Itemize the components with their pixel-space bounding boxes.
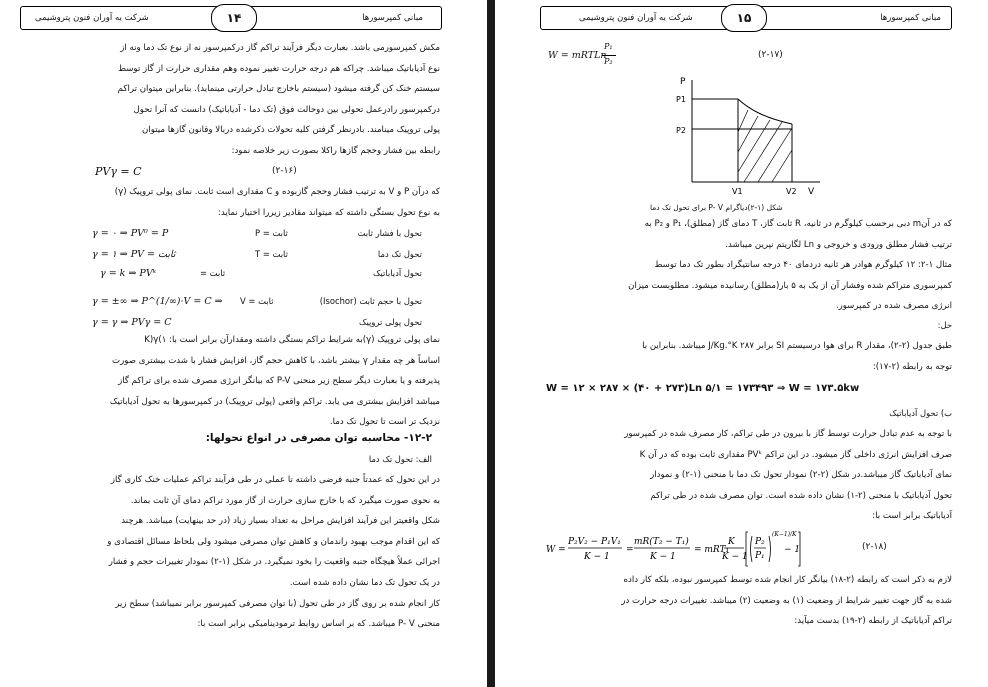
row-mid: ثابت = bbox=[200, 268, 226, 278]
svg-text:− 1: − 1 bbox=[784, 545, 801, 555]
text-line: طبق جدول (۲-۲)، مقدار R برای هوا درسیستم SI برابر ۲۸۷ J/Kg.°K میباشد. بنابراین با bbox=[642, 341, 952, 351]
text-line: صرف افزایش انرژی داخلی گاز میشود. در این تراکم PVᵏ مقداری ثابت بوده که در آن K bbox=[639, 449, 952, 460]
right-page-header bbox=[540, 6, 952, 30]
text-line: اساساً هر چه مقدار γ بیشتر باشد، با کاهش حجم گاز، افزایش فشار با شدت بیشتری صورت bbox=[112, 355, 440, 366]
text-line: با توجه به عدم تبادل حرارت توسط گاز با بیرون در طی تراکم، کار مصرف شده در کمپرسور bbox=[624, 429, 952, 439]
text-line: در یک تحول تک دما نشان داده شده است. bbox=[289, 577, 440, 588]
row-eq: γ = ۰ ⇒ PV⁰ = P bbox=[92, 228, 169, 239]
text-line: که در آنm دبی برحسب کیلوگرم در ثانیه، R ثابت گاز، T دمای گاز (مطلق)، P₁ و P₂ به bbox=[644, 219, 952, 229]
header-publisher: شرکت به آوران فنون پتروشیمی bbox=[35, 13, 149, 23]
equation-17: W = mRTLn bbox=[548, 50, 607, 61]
svg-text:K − 1: K − 1 bbox=[584, 552, 610, 562]
eq17-numerator: P₁ bbox=[604, 42, 613, 51]
text-line: شکل واقعیتر این فرآیند افزایش مراحل به تعداد بسیار زیاد (در حد بینهایت) میباشد. هرچند bbox=[121, 516, 440, 527]
equation-16-number: (۲-۱۶) bbox=[272, 166, 297, 176]
label-v2: V2 bbox=[786, 187, 797, 196]
row-label: تحول با فشار ثابت bbox=[357, 228, 422, 238]
text-line: تحول آدیاباتیک با منحنی (۲-۱) نشان داده شده است. توان مصرف شده در طی تراکم bbox=[650, 490, 952, 501]
right-paragraph-1 bbox=[540, 214, 952, 255]
text-line: درکمپرسور رادرعمل تحولی بین دوحالت فوق (تک دما - آدیاباتیک) دانست که آنرا تحول bbox=[133, 104, 440, 115]
equation-17-number: (۲-۱۷) bbox=[758, 50, 783, 60]
row-eq: γ = γ ⇒ PVγ = C bbox=[92, 317, 172, 328]
svg-text:W =: W = bbox=[546, 545, 566, 555]
right-paragraph-2 bbox=[540, 336, 952, 377]
example-1 bbox=[540, 255, 952, 317]
text-line: مکش کمپرسورمی باشد. بعبارت دیگر فرآیند تراکم گاز درکمپرسور نه از نوع تک دما ونه از bbox=[120, 43, 440, 53]
row-label: تحول تک دما bbox=[377, 249, 422, 259]
text-line: نزدیک تر است تا تحول تک دما. bbox=[329, 417, 440, 428]
book-gutter bbox=[487, 0, 495, 687]
right-paragraph-4 bbox=[540, 570, 952, 632]
svg-text:P₂V₂ − P₁V₁: P₂V₂ − P₁V₁ bbox=[568, 537, 621, 547]
svg-text:= mRT₁: = mRT₁ bbox=[694, 545, 730, 555]
text-line: اجرائی عملاً هیچگاه جنبه واقعیت را بخود نمیگیرد. در شکل (۱-۲) نمودار تغییرات حجم و فشار bbox=[108, 557, 440, 568]
section-heading: ۱۲-۲- محاسبه توان مصرفی در انواع تحولها: bbox=[205, 432, 432, 444]
row-label: تحول پولی تروپیک bbox=[358, 317, 422, 327]
text-line: پذیرفته و یا بعبارت دیگر سطح زیر منحنی P-V که بیانگر انرژی مصرف شده برای تراکم گاز bbox=[118, 376, 440, 387]
eq17-denominator: P₂ bbox=[604, 57, 613, 66]
svg-text:K: K bbox=[728, 537, 735, 547]
left-paragraph-3 bbox=[20, 330, 440, 433]
pv-diagram bbox=[670, 72, 830, 202]
text-line: انرژی مصرف شده در کمپرسور. bbox=[835, 301, 952, 312]
axis-label-p: P bbox=[680, 77, 686, 87]
subheading: ب) تحول آدیاباتیک bbox=[889, 408, 952, 418]
text-line: کمپرسوری متراکم شده وفشار آن از یک به ۵ بار(مطلق) رسانیده میشود. مطلوبست میزان bbox=[628, 280, 952, 291]
svg-text:=: = bbox=[626, 545, 634, 555]
eq17-fraction-bar bbox=[602, 55, 616, 56]
text-line: توجه به رابطه (۲-۱۷): bbox=[872, 361, 952, 372]
label-v1: V1 bbox=[732, 187, 743, 196]
row-eq: γ = ±∞ ⇒ P^(1/∞)·V = C ⇒ bbox=[92, 296, 223, 307]
svg-text:K − 1: K − 1 bbox=[650, 552, 676, 562]
equation-16: PVγ = C bbox=[95, 165, 142, 178]
text-line: لازم به ذکر است که رابطه (۲-۱۸) بیانگر کار انجام شده توسط کمپرسور نبوده، بلکه کار داده bbox=[623, 575, 952, 585]
figure-caption: شکل (۱-۲)دیاگرام P- V برای تحول تک دما bbox=[650, 203, 783, 212]
row-mid: ثابت = T bbox=[255, 249, 288, 259]
left-paragraph-1 bbox=[20, 38, 440, 162]
left-page-header bbox=[20, 6, 442, 30]
right-paragraph-3 bbox=[540, 424, 952, 527]
text-line: کار انجام شده بر روی گاز در طی تحول (با توان مصرفی کمپرسور برابر نمیباشد) سطح زیر bbox=[115, 598, 440, 609]
text-line: آدیاباتیک برابر است با: bbox=[872, 511, 952, 522]
row-eq: γ = ۱ ⇒ PV = ثابت bbox=[92, 249, 176, 260]
text-line: سیستم خنک کن گرفته میشود (سیستم باخارج تبادل حرارتی مینماید). بنابراین میتوان تراکم bbox=[117, 84, 440, 95]
text-line: که این اقدام موجب بهبود راندمان و کاهش توان مصرفی میشود ولی بلحاظ مسائل اقتصادی و bbox=[107, 536, 440, 547]
right-page bbox=[500, 0, 988, 687]
hatching bbox=[738, 110, 792, 182]
svg-text:P₂: P₂ bbox=[755, 537, 765, 547]
text-line: نمای آدیاباتیک گاز میباشد.در شکل (۲-۲) نمودار تحول تک دما با منحنی (۱-۲) و نمودار bbox=[650, 470, 952, 481]
text-line: به نوع تحول بستگی داشته که میتواند مقادیر زیررا اختیار نماید: bbox=[217, 207, 440, 218]
row-mid: ثابت = P bbox=[255, 228, 288, 238]
text-line: پولی تروپیک مینامند. بادرنظر گرفتن کلیه تحولات ذکرشده دربالا وقانون گازها میتوان bbox=[142, 125, 440, 136]
left-paragraph-2 bbox=[20, 182, 440, 223]
isotherm-curve bbox=[738, 99, 792, 124]
header-title: مبانی کمپرسورها bbox=[362, 13, 423, 23]
text-line: تراکم آدیاباتیک از رابطه (۲-۱۹) بدست میآید: bbox=[794, 616, 952, 627]
label-p1: P1 bbox=[676, 95, 686, 104]
row-mid: ثابت = V bbox=[240, 296, 274, 306]
equation-18 bbox=[544, 526, 804, 572]
solution-label: حل: bbox=[937, 320, 952, 330]
text-line: منحنی P- V میباشد. که بر اساس روابط ترمودینامیکی برابر است با: bbox=[197, 619, 440, 630]
text-line: رابطه بین فشار وحجم گازها راکلا بصورت زیر خلاصه نمود: bbox=[231, 145, 440, 156]
svg-text:(K−1)/K: (K−1)/K bbox=[772, 531, 797, 538]
calculation: W = ۱۲ × ۲۸۷ × (۴۰ + ۲۷۳)Ln ۵/۱ = ۱۷۳۴۹۳ ⇒ W = ۱۷۳.۵kw bbox=[546, 383, 860, 394]
text-line: ترتیب فشار مطلق ورودی و خروجی و Ln لگاریتم نپرین میباشد. bbox=[725, 239, 952, 250]
row-label: تحول با حجم ثابت (Isochor) bbox=[319, 296, 422, 306]
svg-text:P₁: P₁ bbox=[755, 551, 765, 561]
row-eq: γ = k ⇒ PVᵏ bbox=[100, 268, 157, 279]
axis-label-v: V bbox=[808, 187, 815, 197]
text-line: به نحوی صورت میگیرد که با خارج سازی حرارت از گاز مورد تراکم دمای آن ثابت بماند. bbox=[130, 495, 440, 506]
page-number: ۱۵ bbox=[721, 4, 767, 32]
text-line: میباشد افزایش بیشتری می یابد. تراکم واقعی (پولی تروپیک) در کمپرسورها به تحول آدیاباتیک bbox=[109, 396, 440, 407]
row-label: تحول آدیاباتیک bbox=[373, 268, 422, 278]
text-line: نوع آدیاباتیک میباشد. چراکه هم درجه حرارت تغییر نموده وهم مقداری حرارت از گاز توسط bbox=[118, 63, 440, 74]
equation-18-number: (۲-۱۸) bbox=[862, 542, 887, 552]
svg-text:K − 1: K − 1 bbox=[722, 552, 748, 562]
page-number: ۱۴ bbox=[211, 4, 257, 32]
text-line: شده به گاز جهت تغییر شرایط از وضعیت (۱) به وضعیت (۲) میباشد. تغییرات درجه حرارت در bbox=[621, 595, 952, 606]
text-line: که درآن P و V به ترتیب فشار وحجم گازبوده و C مقداری است ثابت. نمای پولی تروپیک (γ) bbox=[114, 187, 440, 197]
subheading: الف: تحول تک دما bbox=[368, 454, 432, 464]
left-paragraph-4 bbox=[20, 470, 440, 635]
text-line: در این تحول که عمدتاً جنبه فرضی داشته تا عملی در طی فرآیند تراکم عملیات خنک کاری گاز bbox=[110, 475, 440, 485]
header-publisher: شرکت به آوران فنون پتروشیمی bbox=[579, 13, 693, 23]
label-p2: P2 bbox=[676, 126, 686, 135]
text-line: مثال ۱-۲: ۱۲ کیلوگرم هوادر هر ثانیه دردمای ۴۰ درجه سانتیگراد بطور تک دما توسط bbox=[654, 260, 952, 270]
svg-text:mR(T₂ − T₁): mR(T₂ − T₁) bbox=[634, 537, 689, 547]
text-line: نمای پولی تروپیک (γ)به شرایط تراکم بستگی داشته ومقدارآن برابر است با: K)γ(۱ bbox=[144, 335, 440, 345]
left-page bbox=[0, 0, 452, 687]
header-title: مبانی کمپرسورها bbox=[880, 13, 941, 23]
